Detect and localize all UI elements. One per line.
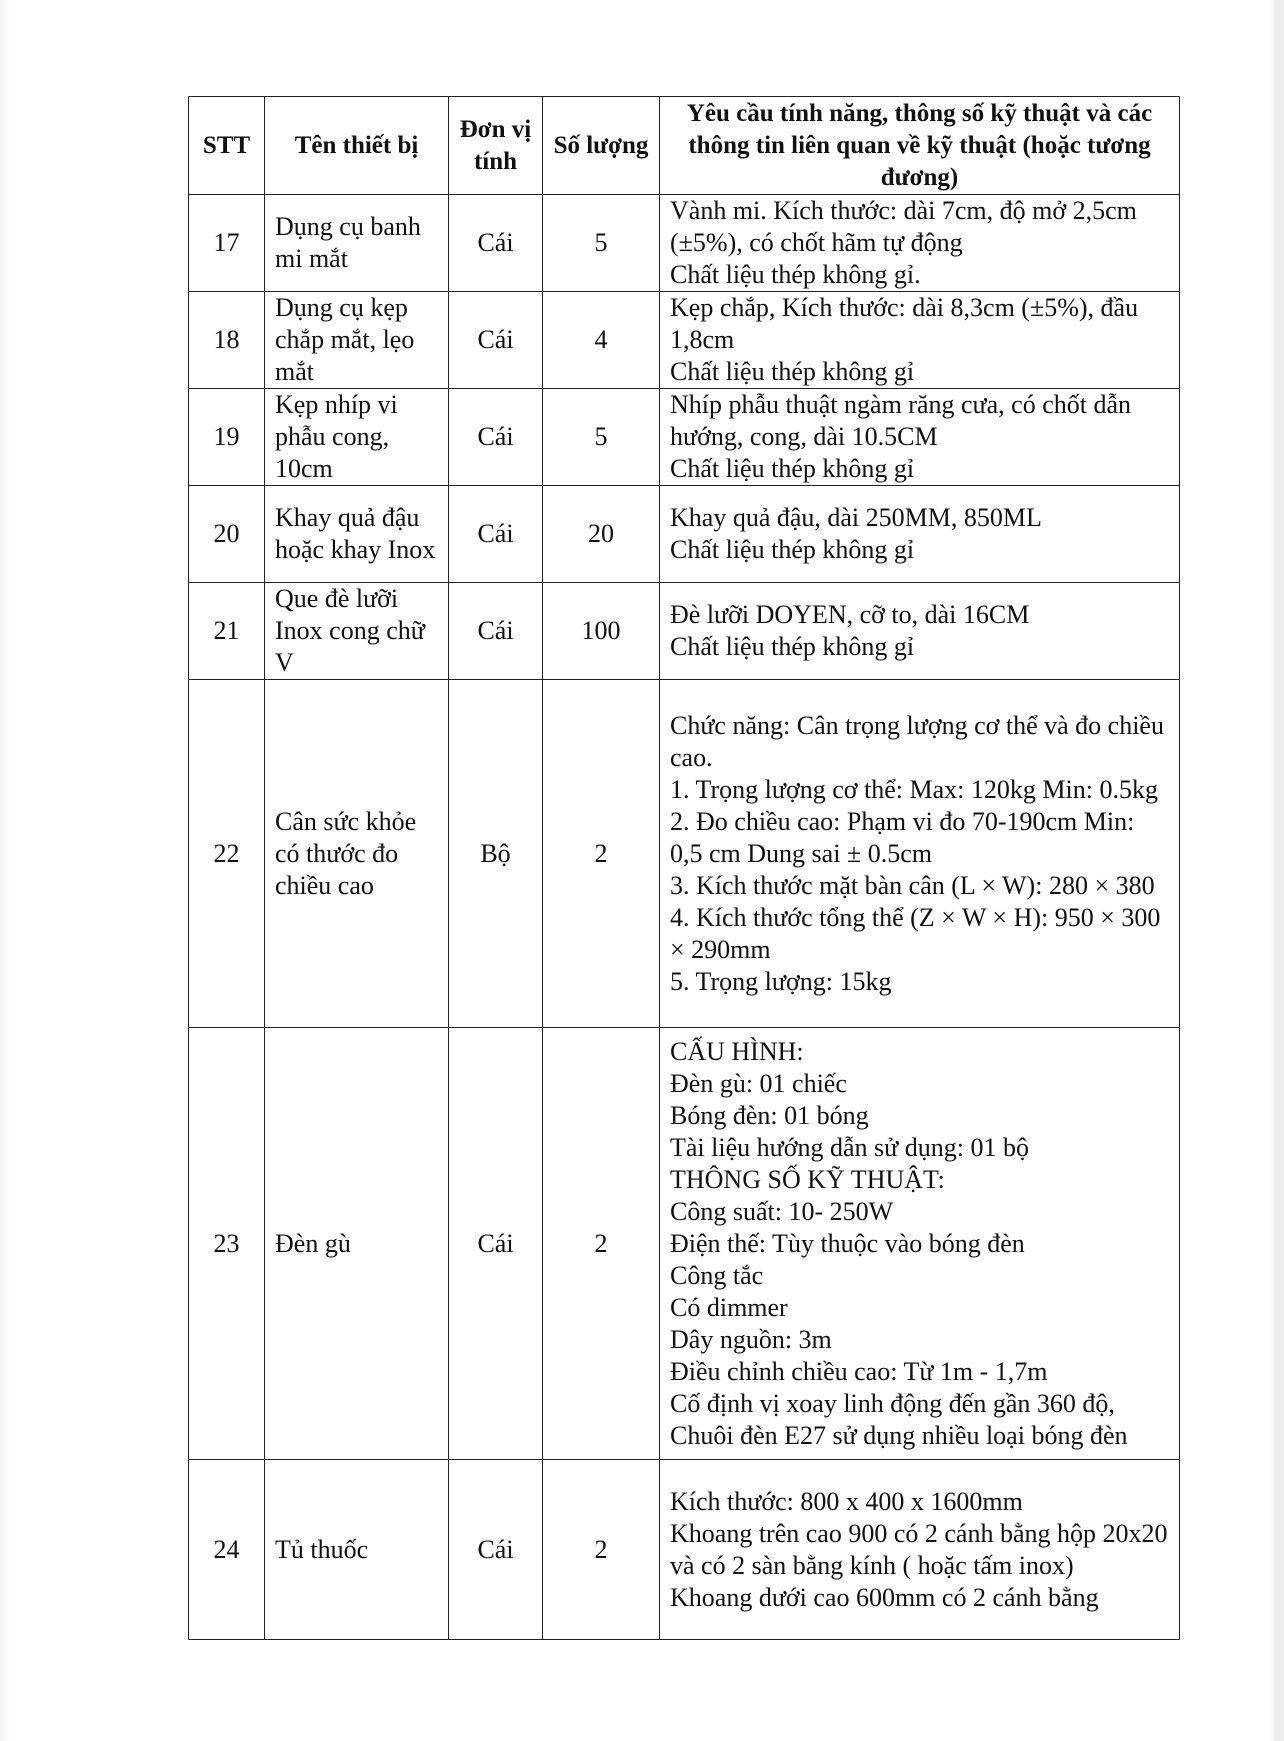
row-unit: Cái [449, 195, 543, 292]
row-unit: Bộ [449, 680, 543, 1028]
row-stt: 19 [189, 389, 265, 486]
row-quantity: 100 [543, 583, 660, 680]
header-equipment-name: Tên thiết bị [265, 97, 449, 195]
table-row [189, 486, 1180, 583]
row-specification: Khay quả đậu, dài 250MM, 850ML Chất liệu thép không gỉ [660, 486, 1180, 583]
row-equipment-name: Cân sức khỏe có thước đo chiều cao [265, 680, 449, 1028]
row-specification: Kích thước: 800 x 400 x 1600mm Khoang trên cao 900 có 2 cánh bằng hộp 20x20 và có 2 sàn bằng kính ( hoặc tấm inox) Khoang dưới cao 600mm có 2 cánh bằng [660, 1460, 1180, 1640]
table-row [189, 680, 1180, 1028]
header-unit: Đơn vị tính [449, 97, 543, 195]
row-stt: 23 [189, 1028, 265, 1460]
row-specification: Chức năng: Cân trọng lượng cơ thể và đo chiều cao. 1. Trọng lượng cơ thể: Max: 120kg Min: 0.5kg 2. Đo chiều cao: Phạm vi đo 70-190cm Min: 0,5 cm Dung sai ± 0.5cm 3. Kích thước mặt bàn cân (L × W): 280 × 380 4. Kích thước tổng thể (Z × W × H): 950 × 300 × 290mm 5. Trọng lượng: 15kg [660, 680, 1180, 1028]
row-unit: Cái [449, 1460, 543, 1640]
row-specification: CẤU HÌNH: Đèn gù: 01 chiếc Bóng đèn: 01 bóng Tài liệu hướng dẫn sử dụng: 01 bộ THÔNG SỐ KỸ THUẬT: Công suất: 10- 250W Điện thế: Tùy thuộc vào bóng đèn Công tắc Có dimmer Dây nguồn: 3m Điều chỉnh chiều cao: Từ 1m - 1,7m Cố định vị xoay linh động đến gần 360 độ, Chuôi đèn E27 sử dụng nhiều loại bóng đèn [660, 1028, 1180, 1460]
row-stt: 18 [189, 292, 265, 389]
row-equipment-name: Kẹp nhíp vi phẫu cong, 10cm [265, 389, 449, 486]
table-row [189, 583, 1180, 680]
table-row [189, 292, 1180, 389]
equipment-spec-table [188, 96, 1180, 1640]
row-equipment-name: Dụng cụ banh mi mắt [265, 195, 449, 292]
table-header [189, 97, 1180, 195]
table-row [189, 1028, 1180, 1460]
header-specification: Yêu cầu tính năng, thông số kỹ thuật và các thông tin liên quan về kỹ thuật (hoặc tương đương) [660, 97, 1180, 195]
row-stt: 22 [189, 680, 265, 1028]
header-row [189, 97, 1180, 195]
row-equipment-name: Tủ thuốc [265, 1460, 449, 1640]
row-stt: 21 [189, 583, 265, 680]
row-quantity: 2 [543, 1028, 660, 1460]
row-unit: Cái [449, 389, 543, 486]
row-stt: 20 [189, 486, 265, 583]
row-stt: 17 [189, 195, 265, 292]
row-quantity: 2 [543, 680, 660, 1028]
header-quantity: Số lượng [543, 97, 660, 195]
row-stt: 24 [189, 1460, 265, 1640]
row-specification: Nhíp phẫu thuật ngàm răng cưa, có chốt dẫn hướng, cong, dài 10.5CM Chất liệu thép không gỉ [660, 389, 1180, 486]
table-body [189, 195, 1180, 1640]
row-equipment-name: Dụng cụ kẹp chắp mắt, lẹo mắt [265, 292, 449, 389]
table-row [189, 195, 1180, 292]
row-unit: Cái [449, 486, 543, 583]
row-equipment-name: Khay quả đậu hoặc khay Inox [265, 486, 449, 583]
row-unit: Cái [449, 292, 543, 389]
row-quantity: 4 [543, 292, 660, 389]
row-specification: Vành mi. Kích thước: dài 7cm, độ mở 2,5cm (±5%), có chốt hãm tự động Chất liệu thép không gỉ. [660, 195, 1180, 292]
row-specification: Kẹp chắp, Kích thước: dài 8,3cm (±5%), đầu 1,8cm Chất liệu thép không gỉ [660, 292, 1180, 389]
row-specification: Đè lưỡi DOYEN, cỡ to, dài 16CM Chất liệu thép không gỉ [660, 583, 1180, 680]
row-quantity: 2 [543, 1460, 660, 1640]
row-quantity: 5 [543, 195, 660, 292]
row-equipment-name: Que đè lưỡi Inox cong chữ V [265, 583, 449, 680]
row-unit: Cái [449, 583, 543, 680]
row-quantity: 5 [543, 389, 660, 486]
table-row [189, 389, 1180, 486]
header-stt: STT [189, 97, 265, 195]
table-row [189, 1460, 1180, 1640]
row-unit: Cái [449, 1028, 543, 1460]
row-quantity: 20 [543, 486, 660, 583]
row-equipment-name: Đèn gù [265, 1028, 449, 1460]
